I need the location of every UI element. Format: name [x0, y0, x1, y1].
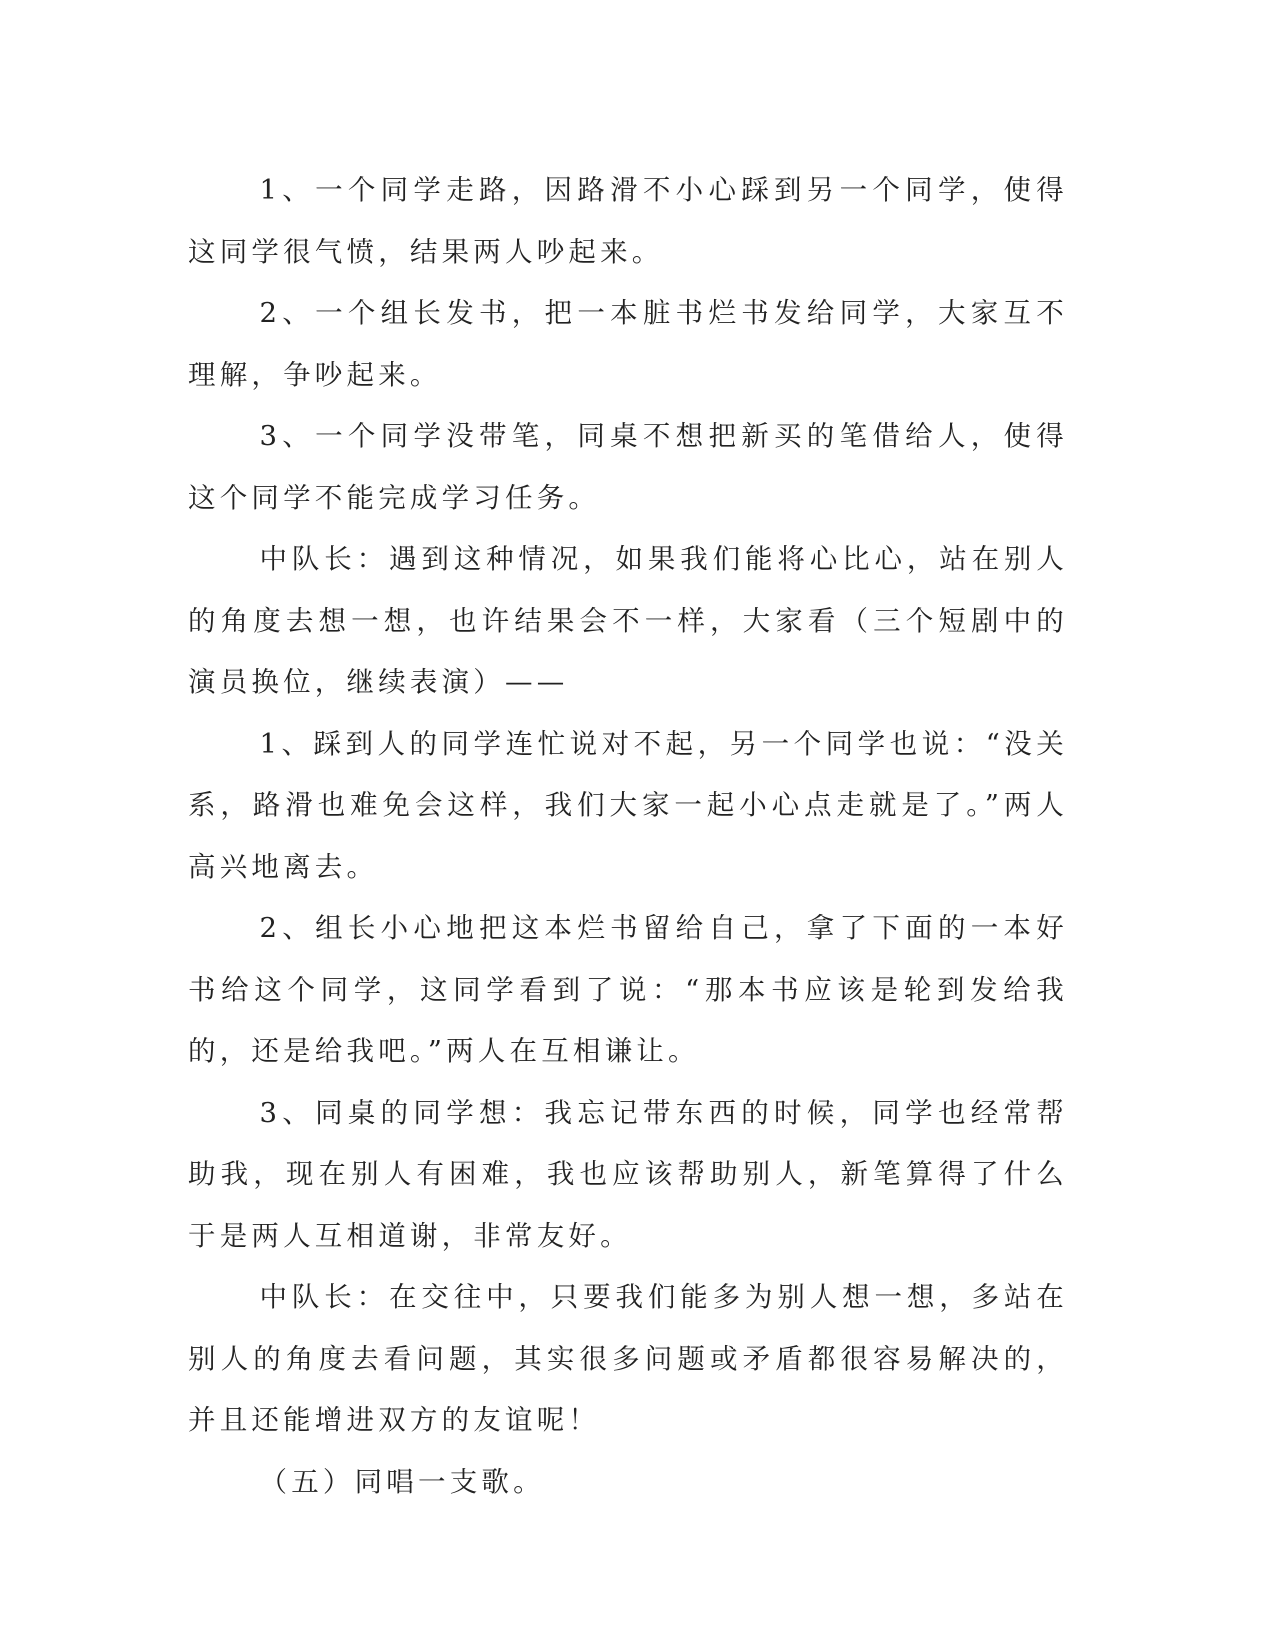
document-body: [188, 160, 1068, 1513]
paragraph-skit-1-resolution: 1、踩到人的同学连忙说对不起，另一个同学也说：“没关系，路滑也难免会这样，我们大家一起小心点走就是了。”两人高兴地离去。: [188, 727, 1069, 883]
paragraph-skit-1-conflict: 1、一个同学走路，因路滑不小心踩到另一个同学，使得这同学很气愤，结果两人吵起来。: [188, 174, 1068, 268]
paragraph-skit-3-resolution: 3、同桌的同学想：我忘记带东西的时候，同学也经常帮助我，现在别人有困难，我也应该帮助别人，新笔算得了什么于是两人互相道谢，非常友好。: [188, 1096, 1068, 1252]
paragraph-skit-3-conflict: 3、一个同学没带笔，同桌不想把新买的笔借给人，使得这个同学不能完成学习任务。: [188, 420, 1068, 514]
paragraph-squad-leader-summary: 中队长：在交往中，只要我们能多为别人想一想，多站在别人的角度去看问题，其实很多问题或矛盾都很容易解决的，并且还能增进双方的友谊呢！: [188, 1281, 1068, 1436]
paragraph-squad-leader-intro: 中队长：遇到这种情况，如果我们能将心比心，站在别人的角度去想一想，也许结果会不一样，大家看（三个短剧中的演员换位，继续表演）——: [188, 543, 1068, 698]
paragraph-skit-2-conflict: 2、一个组长发书，把一本脏书烂书发给同学，大家互不理解，争吵起来。: [188, 297, 1068, 391]
paragraph-section-sing-song: （五）同唱一支歌。: [259, 1465, 545, 1498]
paragraph-skit-2-resolution: 2、组长小心地把这本烂书留给自己，拿了下面的一本好书给这个同学，这同学看到了说：“那本书应该是轮到发给我的，还是给我吧。”两人在互相谦让。: [188, 912, 1068, 1067]
